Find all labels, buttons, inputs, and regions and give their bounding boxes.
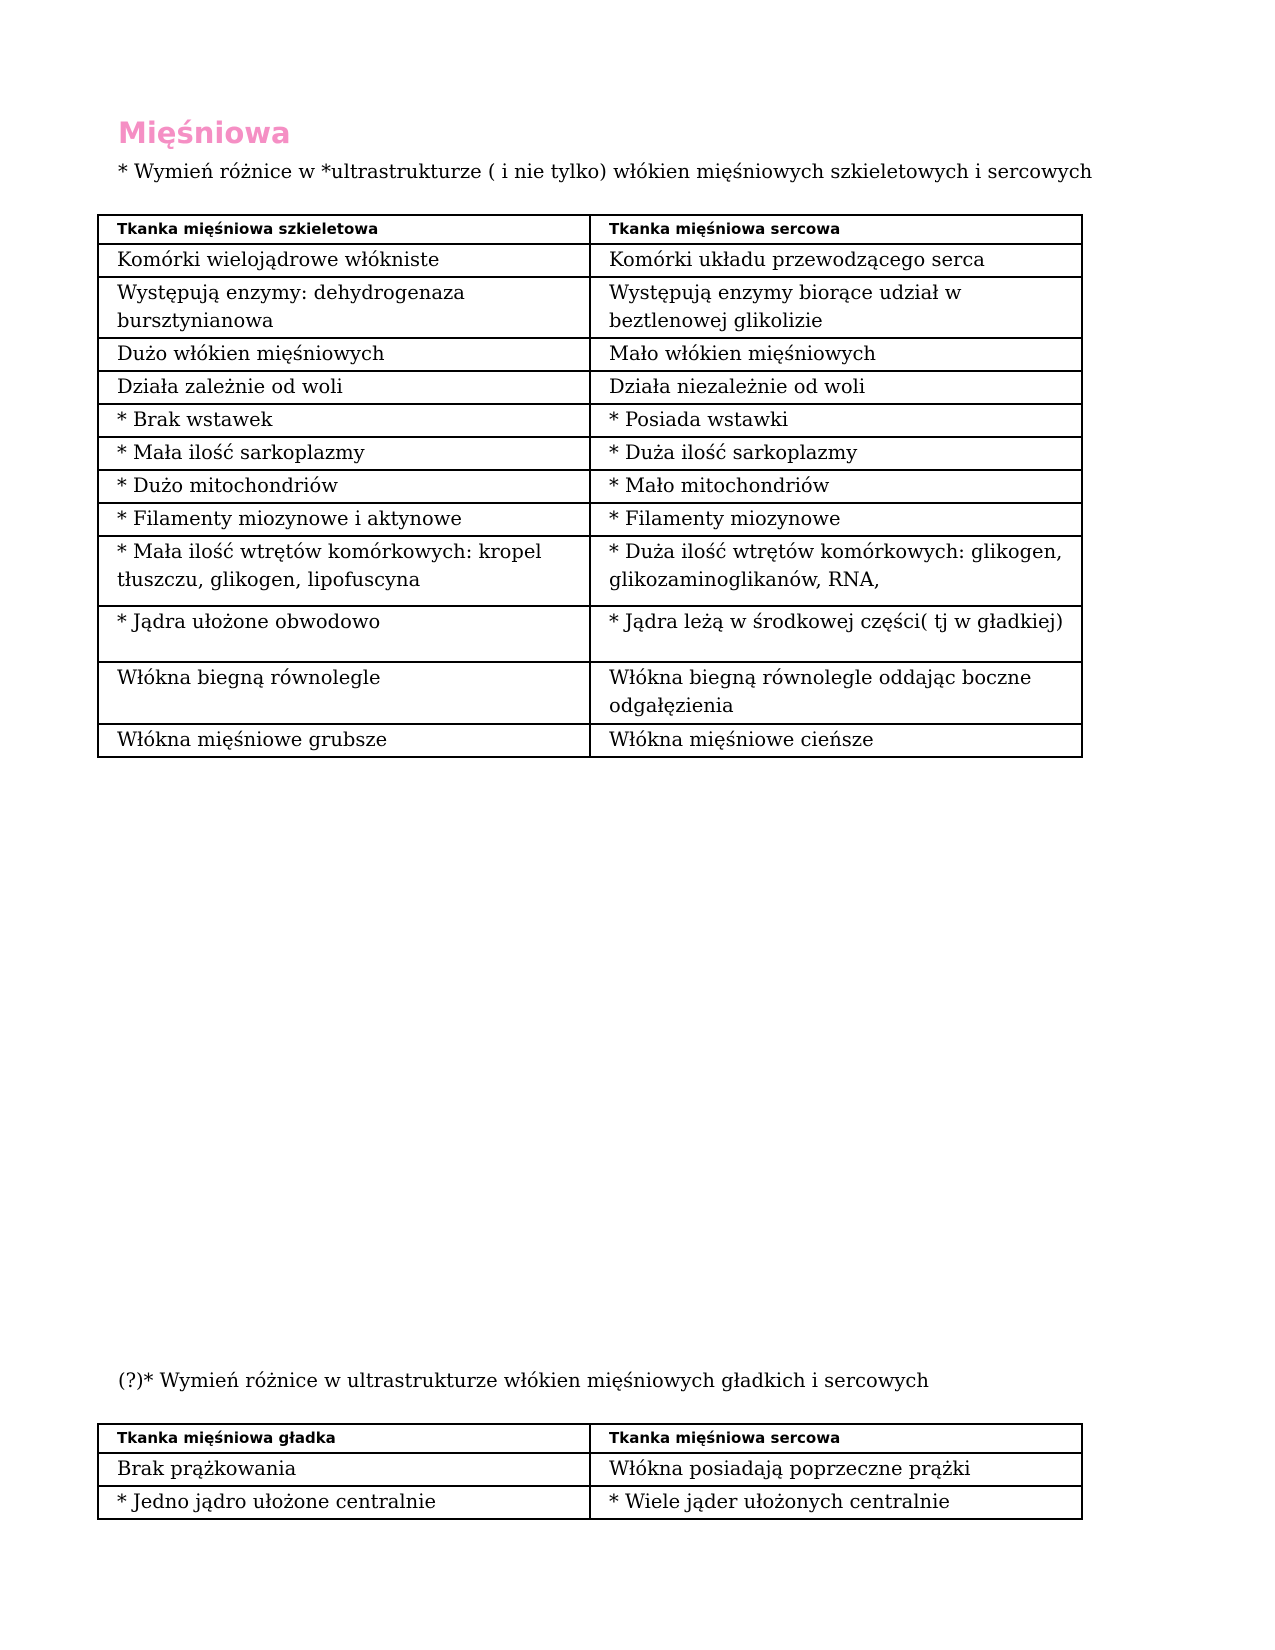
table-cell: * Dużo mitochondriów xyxy=(98,470,590,503)
table-row xyxy=(98,470,1082,503)
table-row xyxy=(98,437,1082,470)
page-title: Mięśniowa xyxy=(118,116,291,150)
table-row xyxy=(98,536,1082,606)
table-cell: * Jądra ułożone obwodowo xyxy=(98,606,590,662)
table-row xyxy=(98,662,1082,724)
table-cell: Komórki układu przewodzącego serca xyxy=(590,244,1082,277)
table-cell: Włókna mięśniowe cieńsze xyxy=(590,724,1082,757)
column-header: Tkanka mięśniowa sercowa xyxy=(590,1424,1082,1453)
column-header: Tkanka mięśniowa sercowa xyxy=(590,215,1082,244)
table-header-row xyxy=(98,1424,1082,1453)
table-cell: * Filamenty miozynowe xyxy=(590,503,1082,536)
table-row xyxy=(98,277,1082,338)
table-row xyxy=(98,724,1082,757)
table-cell: * Jedno jądro ułożone centralnie xyxy=(98,1486,590,1519)
table-cell: * Mała ilość sarkoplazmy xyxy=(98,437,590,470)
table-cell: Włókna biegną równolegle oddając boczne odgałęzienia xyxy=(590,662,1082,724)
table-cell: * Jądra leżą w środkowej części( tj w gładkiej) xyxy=(590,606,1082,662)
table-cell: Występują enzymy biorące udział w beztlenowej glikolizie xyxy=(590,277,1082,338)
column-header: Tkanka mięśniowa szkieletowa xyxy=(98,215,590,244)
question-1: * Wymień różnice w *ultrastrukturze ( i nie tylko) włókien mięśniowych szkieletowych i sercowych xyxy=(118,160,1093,183)
table-cell: Dużo włókien mięśniowych xyxy=(98,338,590,371)
comparison-table-smooth-cardiac xyxy=(97,1423,1083,1520)
table-cell: * Wiele jąder ułożonych centralnie xyxy=(590,1486,1082,1519)
table-cell: Brak prążkowania xyxy=(98,1453,590,1486)
table-cell: * Duża ilość wtrętów komórkowych: glikogen, glikozaminoglikanów, RNA, xyxy=(590,536,1082,606)
comparison-table-skeletal-cardiac xyxy=(97,214,1083,758)
table-cell: Mało włókien mięśniowych xyxy=(590,338,1082,371)
table-cell: Działa niezależnie od woli xyxy=(590,371,1082,404)
table-header-row xyxy=(98,215,1082,244)
table-row xyxy=(98,371,1082,404)
table-row xyxy=(98,1453,1082,1486)
table-cell: * Mała ilość wtrętów komórkowych: kropel tłuszczu, glikogen, lipofuscyna xyxy=(98,536,590,606)
table-row xyxy=(98,244,1082,277)
column-header: Tkanka mięśniowa gładka xyxy=(98,1424,590,1453)
table-cell: * Brak wstawek xyxy=(98,404,590,437)
table-cell: * Posiada wstawki xyxy=(590,404,1082,437)
table-cell: Występują enzymy: dehydrogenaza bursztynianowa xyxy=(98,277,590,338)
table-cell: * Filamenty miozynowe i aktynowe xyxy=(98,503,590,536)
table-row xyxy=(98,503,1082,536)
question-2: (?)* Wymień różnice w ultrastrukturze włókien mięśniowych gładkich i sercowych xyxy=(118,1369,929,1392)
table-cell: Komórki wielojądrowe włókniste xyxy=(98,244,590,277)
table-row xyxy=(98,338,1082,371)
table-cell: Działa zależnie od woli xyxy=(98,371,590,404)
table-row xyxy=(98,404,1082,437)
table-row xyxy=(98,606,1082,662)
table-cell: Włókna biegną równolegle xyxy=(98,662,590,724)
table-row xyxy=(98,1486,1082,1519)
table-cell: * Duża ilość sarkoplazmy xyxy=(590,437,1082,470)
table-cell: * Mało mitochondriów xyxy=(590,470,1082,503)
table-cell: Włókna mięśniowe grubsze xyxy=(98,724,590,757)
table-cell: Włókna posiadają poprzeczne prążki xyxy=(590,1453,1082,1486)
